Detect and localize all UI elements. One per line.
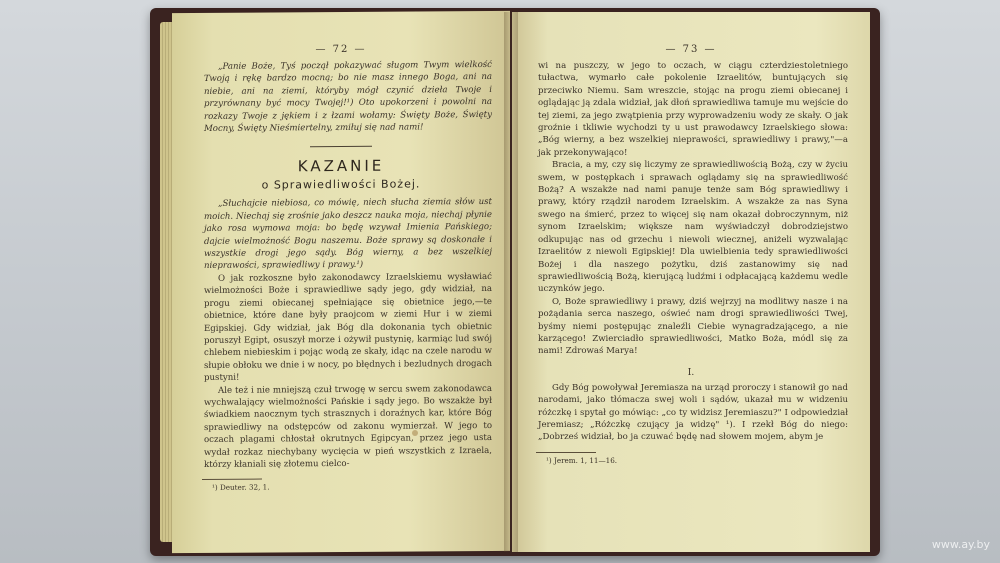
paper-stain: [412, 430, 418, 436]
paragraph: Gdy Bóg powoływał Jeremiasza na urząd proroczy i stanowił go nad narodami, jako tłómacza swej woli i sądów, ukazał mu w widzeniu różczkę i spytał go mówiąc: „co ty widzisz Jeremiaszu?" I odpowiedział Jeremiasz; „Różczkę czujący ja widzę" ¹). I rzekł Bóg do niego: „Dobrześ widział, bo ja czuwać będę nad słowem mojem, abym je: [538, 382, 848, 443]
sermon-subtitle: o Sprawiedliwości Bożej.: [261, 177, 421, 192]
intro-prayer: „Panie Boże, Tyś począł pokazywać sługom Twym wielkość Twoją i rękę bardzo mocną; bo nie masz innego Boga, ani na niebie, ani na ziemi, któryby mógł czynić dzieła Twoje i przyrównany być mocy Twojej!¹) Oto upokorzeni i powolni na rozkazy Twoje z jękiem i z łzami wołamy: Święty Boże, Święty Mocny, Święty Nieśmiertelny, zmiłuj się nad nami!: [204, 59, 492, 134]
book-gutter: [504, 12, 518, 552]
divider: [310, 146, 372, 147]
footnote: ¹) Jerem. 1, 11—16.: [546, 455, 618, 465]
left-page-number: — 72 —: [315, 43, 367, 56]
paragraph: O, Boże sprawiedliwy i prawy, dziś wejrzyj na modlitwy nasze i na pożądania serca naszego, oświeć nam drogi sprawiedliwości Twej, byśmy niemi postępując znaleźli Ciebie wynagradzającego, a nie karzącego! Zwierciadło sprawiedliwości, Matko Boża, módl się za nami! Zdrowaś Marya!: [538, 296, 848, 357]
footnote: ¹) Deuter. 32, 1.: [212, 482, 270, 493]
scripture-quote: „Słuchajcie niebiosa, co mówię, niech słucha ziemia słów ust moich. Niechaj się zrośnie jako deszcz nauka moja, niechaj płynie jako rosa wymowa moja: bo będę wzywał Imienia Pańskiego; dajcie wielmożność Bogu naszemu. Boże sprawy są doskonałe i wszystkie drogi jego sądy. Bóg wierny, a bez wszelkiej nieprawości, sprawiedliwy i prawy.¹): [204, 197, 492, 272]
right-page: [512, 12, 870, 552]
paragraph: Ale też i nie mniejszą czuł trwogę w sercu swem zakonodawca wychwalający wielmożności Pańskie i sądy jego. Bo wszakże był świadkiem naocznym tych strasznych i doraźnych kar, które Bóg sprawiedliwy na odstępców od zakonu wymierzał. W jego to oczach plagami chłostał okrutnych Egipcyan, przez jego usta wydał rozkaz niechybany wycięcia w pień wszystkich z Izraela, którzy kłaniali się złotemu cielco-: [204, 383, 492, 470]
footnote-rule: [202, 479, 262, 480]
paragraph: Bracia, a my, czy się liczymy ze sprawiedliwością Bożą, czy w życiu swem, w postępkach i sprawach oglądamy się na sprawiedliwość Bożą? A wszakże nad nami panuje tenże sam Bóg sprawiedliwy i prawy, który rządził narodem Izraelskim. A wszakże za nas Syna swego na śmierć, przez to więcej się nam okazał dobroczynnym, niż synom Izraelskim; większe nam wyświadczył dobrodziejstwo odkupując nas od grzechu i niewoli wiecznej, aniżeli wyzwalając Izraelitów z niewoli Egipskiej! Dla uwielbienia tedy sprawiedliwości Bożej i dla naszego pożytku, dziś zastanowimy się nad sprawiedliwością Bożą, kierującą ludźmi i odpłacającą każdemu wedle uczynków jego.: [538, 160, 848, 295]
sermon-title: KAZANIE: [297, 157, 385, 176]
paragraph: O jak rozkoszne było zakonodawcy Izraelskiemu wysławiać wielmożności Boże i sprawiedliwe sądy jego, gdy widział, na progu ziemi obiecanej spełniające się obietnice jego,—te obietnice, które dane były praojcom w ziemi Hur i w ziemi Egipskiej. Gdy widział, jak Bóg dla dokonania tych obietnic poruszył Egipt, osuszył morze i ożywił pustynię, karmiąc lud swój chlebem niebieskim i pojąc wodą ze skały, idąc na czele narodu w słupie obłoku we dnie i w nocy, po błędnych i bezludnych drogach pustyni!: [204, 271, 492, 384]
left-page: [172, 11, 510, 553]
section-number: I.: [687, 367, 695, 378]
footnote-rule: [536, 452, 596, 453]
right-page-number: — 73 —: [665, 44, 717, 55]
watermark-text: www.ay.by: [931, 538, 990, 551]
paragraph: wi na puszczy, w jego to oczach, w ciągu czterdziestoletniego tułactwa, wymarło całe pokolenie Izraelitów, buntujących się przeciwko Niemu. Sam wreszcie, stojąc na progu ziemi obiecanej i oglądając ją zdala widział, jak dłoń sprawiedliwa tamuje mu wejście do tej ziemi, za jego zwątpienia przy wyprowadzeniu wody ze skały. O jak groźnie i tkliwie wychodzi ty u ust prawodawcy Izraelskiego słowa: „Bóg wierny, a bez wszelkiej nieprawości, sprawiedliwy i prawy,"—a jak przekonywająco!: [538, 61, 848, 158]
